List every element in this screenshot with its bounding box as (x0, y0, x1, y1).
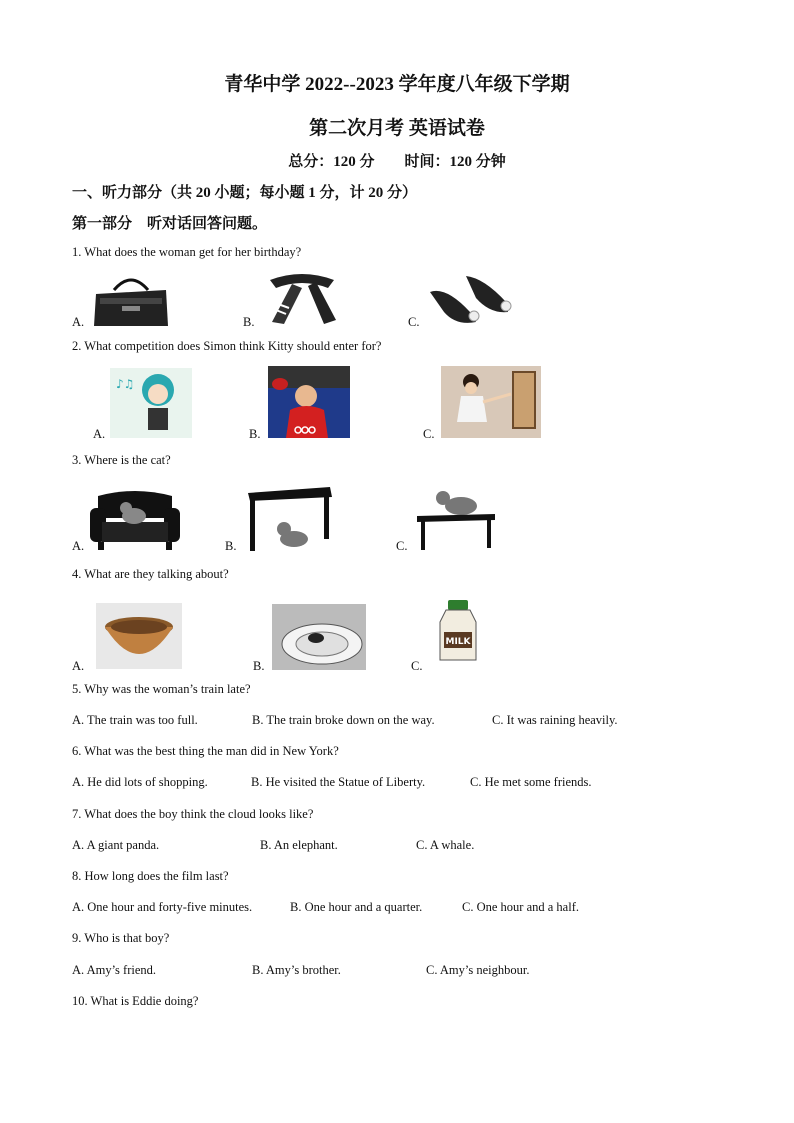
svg-text:♪♫: ♪♫ (116, 377, 135, 391)
question-4: 4. What are they talking about? (72, 567, 229, 581)
score-time-info: 总分：120 分 时间：120 分钟 (288, 154, 506, 170)
option-a: A. He did lots of shopping. (72, 775, 208, 789)
option-a: A. The train was too full. (72, 713, 198, 727)
option-a: A. One hour and forty-five minutes. (72, 900, 253, 914)
option-label: C. (423, 427, 435, 441)
svg-text:MILK: MILK (445, 637, 471, 647)
option-c: C. A whale. (416, 838, 475, 852)
option-label: A. (72, 315, 85, 329)
option-a: A. A giant panda. (72, 838, 160, 852)
option-label: C. (408, 315, 420, 329)
option-label: C. (396, 539, 408, 553)
cat-on-table-icon (415, 486, 497, 552)
option-label: C. (411, 659, 423, 673)
option-c: C. One hour and a half. (462, 900, 579, 914)
table-tennis-icon (268, 366, 350, 438)
option-b: B. An elephant. (260, 838, 338, 852)
option-c: C. He met some friends. (470, 775, 592, 789)
option-label: A. (93, 427, 106, 441)
option-c: C. It was raining heavily. (492, 713, 618, 727)
option-label: B. (253, 659, 265, 673)
question-2: 2. What competition does Simon think Kitty should enter for? (72, 339, 382, 353)
option-label: B. (249, 427, 261, 441)
painter-icon (441, 366, 541, 438)
shoes-icon (426, 272, 512, 328)
handbag-icon (92, 268, 170, 330)
option-b: B. He visited the Statue of Liberty. (251, 775, 426, 789)
question-1: 1. What does the woman get for her birthday? (72, 245, 302, 259)
cat-on-sofa-icon (88, 488, 182, 550)
part-heading: 第一部分 听对话回答问题。 (72, 216, 268, 232)
singer-icon (110, 368, 192, 438)
plate-icon (272, 604, 366, 670)
option-label: A. (72, 659, 85, 673)
scarf-icon (262, 270, 342, 326)
option-label: B. (225, 539, 237, 553)
option-b: B. The train broke down on the way. (252, 713, 435, 727)
exam-subtitle: 第二次月考 英语试卷 (309, 118, 485, 139)
question-6: 6. What was the best thing the man did in New York? (72, 744, 339, 758)
milk-bottle-icon (436, 598, 480, 664)
question-5: 5. Why was the woman’s train late? (72, 682, 251, 696)
option-label: A. (72, 539, 85, 553)
question-3: 3. Where is the cat? (72, 453, 171, 467)
option-label: B. (243, 315, 255, 329)
section-heading: 一、听力部分（共 20 小题；每小题 1 分，计 20 分） (72, 185, 418, 201)
option-c: C. Amy’s neighbour. (426, 963, 530, 977)
question-10: 10. What is Eddie doing? (72, 994, 199, 1008)
option-a: A. Amy’s friend. (72, 963, 157, 977)
option-b: B. One hour and a quarter. (290, 900, 423, 914)
exam-title: 青华中学 2022--2023 学年度八年级下学期 (224, 74, 570, 95)
bowl-icon (96, 603, 182, 669)
option-b: B. Amy’s brother. (252, 963, 341, 977)
question-9: 9. Who is that boy? (72, 931, 170, 945)
question-8: 8. How long does the film last? (72, 869, 229, 883)
cat-under-table-icon (242, 485, 336, 551)
question-7: 7. What does the boy think the cloud looks like? (72, 807, 314, 821)
